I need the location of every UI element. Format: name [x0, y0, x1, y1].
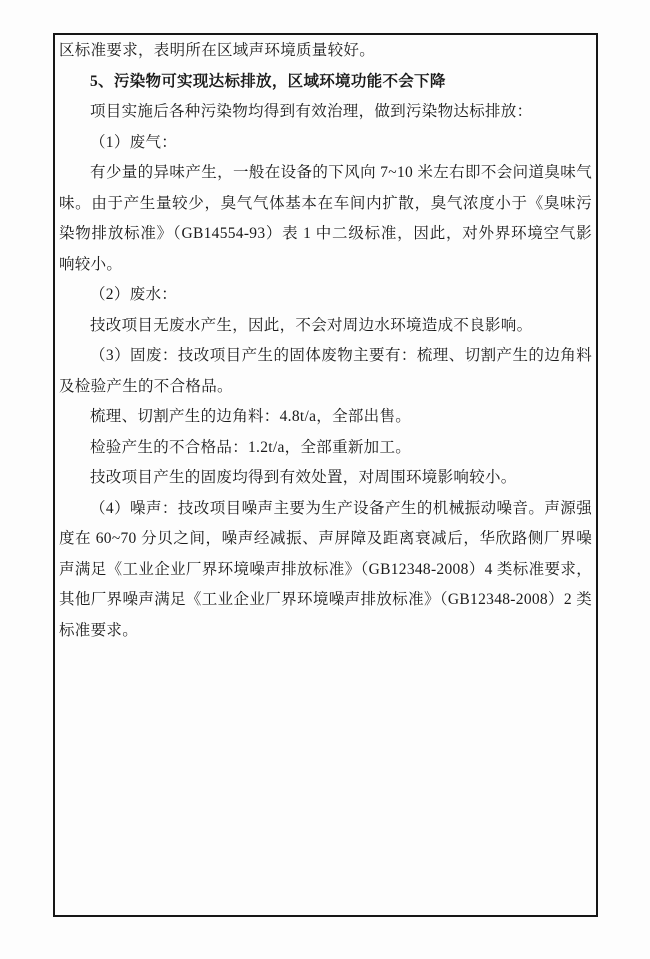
document-content [59, 36, 592, 646]
section-heading-pollutant-compliance: 5、污染物可实现达标排放，区域环境功能不会下降 [90, 72, 446, 90]
paragraph-scrap-material: 梳理、切割产生的边角料：4.8t/a，全部出售。 [90, 408, 412, 425]
document-table-cell [53, 33, 598, 917]
subitem-label-waste-water: （2）废水： [90, 286, 178, 303]
paragraph-continuation: 区标准要求，表明所在区域声环境质量较好。 [59, 42, 376, 59]
paragraph-noise-detail: （4）噪声：技改项目噪声主要为生产设备产生的机械振动噪音。声源强度在 60~70 分贝之间，噪声经减振、声屏障及距离衰减后，华欣路侧厂界噪声满足《工业企业厂界环境噪声排放标准》（GB12348-2008）4 类标准要求，其他厂界噪声满足《工业企业厂界环境噪声排放标准》（GB12348-2008）2 类标准要求。 [59, 499, 592, 639]
paragraph-rejected-product: 检验产生的不合格品：1.2t/a，全部重新加工。 [90, 438, 412, 456]
subitem-label-waste-gas: （1）废气： [90, 133, 178, 151]
paragraph-waste-water-detail: 技改项目无废水产生，因此，不会对周边水环境造成不良影响。 [90, 316, 533, 334]
paragraph-intro: 项目实施后各种污染物均得到有效治理，做到污染物达标排放： [90, 103, 533, 120]
paragraph-solid-waste: （3）固废：技改项目产生的固体废物主要有：梳理、切割产生的边角料及检验产生的不合格品。 [59, 347, 592, 395]
paragraph-waste-gas-detail: 有少量的异味产生，一般在设备的下风向 7~10 米左右即不会问道臭味气味。由于产生量较少，臭气气体基本在车间内扩散，臭气浓度小于《臭味污染物排放标准》（GB14554-93）表 1 中二级标准，因此，对外界环境空气影响较小。 [59, 164, 592, 273]
paragraph-solid-waste-conclusion: 技改项目产生的固废均得到有效处置，对周围环境影响较小。 [90, 469, 517, 486]
